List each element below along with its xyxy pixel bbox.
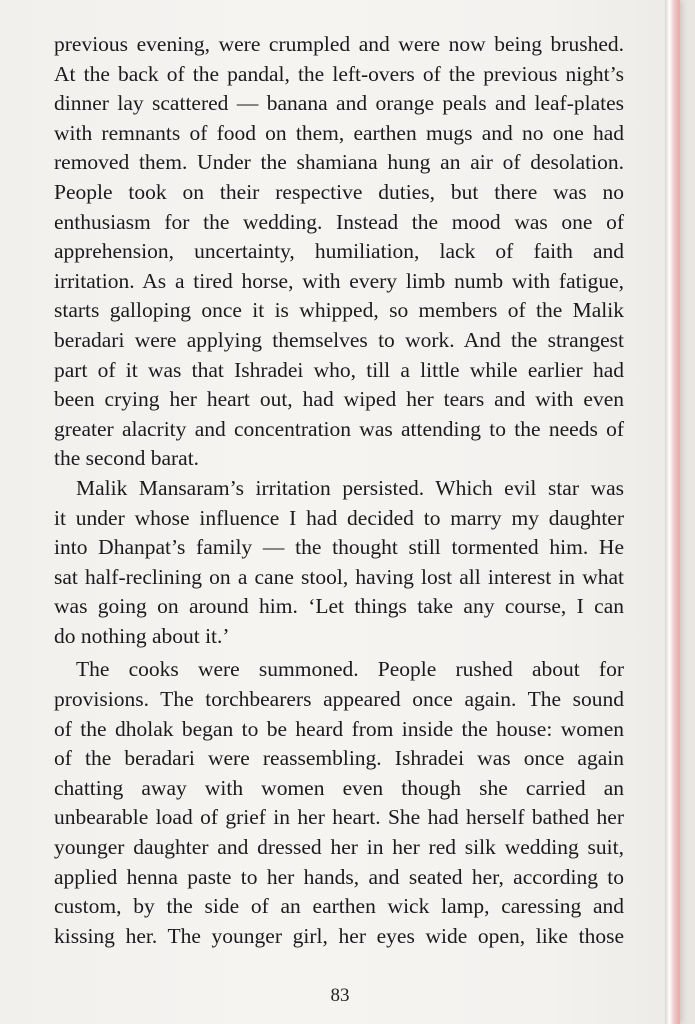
text-line: applied henna paste to her hands, and seated her, according to xyxy=(54,864,624,889)
text-line: custom, by the side of an earthen wick lamp, caressing and xyxy=(54,894,624,919)
page-number: 83 xyxy=(330,985,350,1006)
text-line: of the dholak began to be heard from inside the house: women xyxy=(54,716,624,741)
text-line: The cooks were summoned. People rushed about for xyxy=(76,657,624,682)
text-line: chatting away with women even though she carried an xyxy=(54,775,624,800)
text-line: Malik Mansaram’s irritation persisted. Which evil star was xyxy=(76,475,624,500)
text-line: part of it was that Ishradei who, till a little while earlier had xyxy=(54,357,624,382)
paragraph-1 xyxy=(54,30,624,474)
text-line: enthusiasm for the wedding. Instead the mood was one of xyxy=(54,209,624,234)
text-line: previous evening, were crumpled and were now being brushed. xyxy=(54,32,624,56)
paragraph-3 xyxy=(54,655,624,951)
text-line: sat half-reclining on a cane stool, having lost all interest in what xyxy=(54,564,624,589)
text-line: dinner lay scattered — banana and orange peals and leaf-plates xyxy=(54,91,624,116)
text-line: provisions. The torchbearers appeared once again. The sound xyxy=(54,687,624,712)
text-line: the second barat. xyxy=(54,446,200,471)
text-line: it under whose influence I had decided to marry my daughter xyxy=(54,505,624,530)
text-line: removed them. Under the shamiana hung an air of desolation. xyxy=(54,150,624,175)
text-line: At the back of the pandal, the left-overs of the previous night’s xyxy=(54,61,624,86)
text-line: kissing her. The younger girl, her eyes wide open, like those xyxy=(54,923,624,948)
text-line: beradari were applying themselves to work. And the strangest xyxy=(54,327,624,352)
text-line: apprehension, uncertainty, humiliation, lack of faith and xyxy=(54,239,624,264)
text-line: been crying her heart out, had wiped her tears and with even xyxy=(54,387,624,412)
text-line: with remnants of food on them, earthen mugs and no one had xyxy=(54,120,624,145)
text-line: unbearable load of grief in her heart. She had herself bathed her xyxy=(54,805,624,830)
page-edge xyxy=(665,0,680,1024)
text-line: starts galloping once it is whipped, so members of the Malik xyxy=(54,298,624,323)
text-line: irritation. As a tired horse, with every limb numb with fatigue, xyxy=(54,268,624,293)
body-text xyxy=(54,30,624,951)
text-line: younger daughter and dressed her in her red silk wedding suit, xyxy=(54,835,624,860)
text-line: of the beradari were reassembling. Ishradei was once again xyxy=(54,746,624,771)
text-line: into Dhanpat’s family — the thought still tormented him. He xyxy=(54,535,624,560)
text-line: People took on their respective duties, but there was no xyxy=(54,179,624,204)
paragraph-2 xyxy=(54,474,624,652)
text-line: was going on around him. ‘Let things take any course, I can xyxy=(54,594,624,619)
text-line: greater alacrity and concentration was attending to the needs of xyxy=(54,416,624,441)
text-line: do nothing about it.’ xyxy=(54,623,230,648)
